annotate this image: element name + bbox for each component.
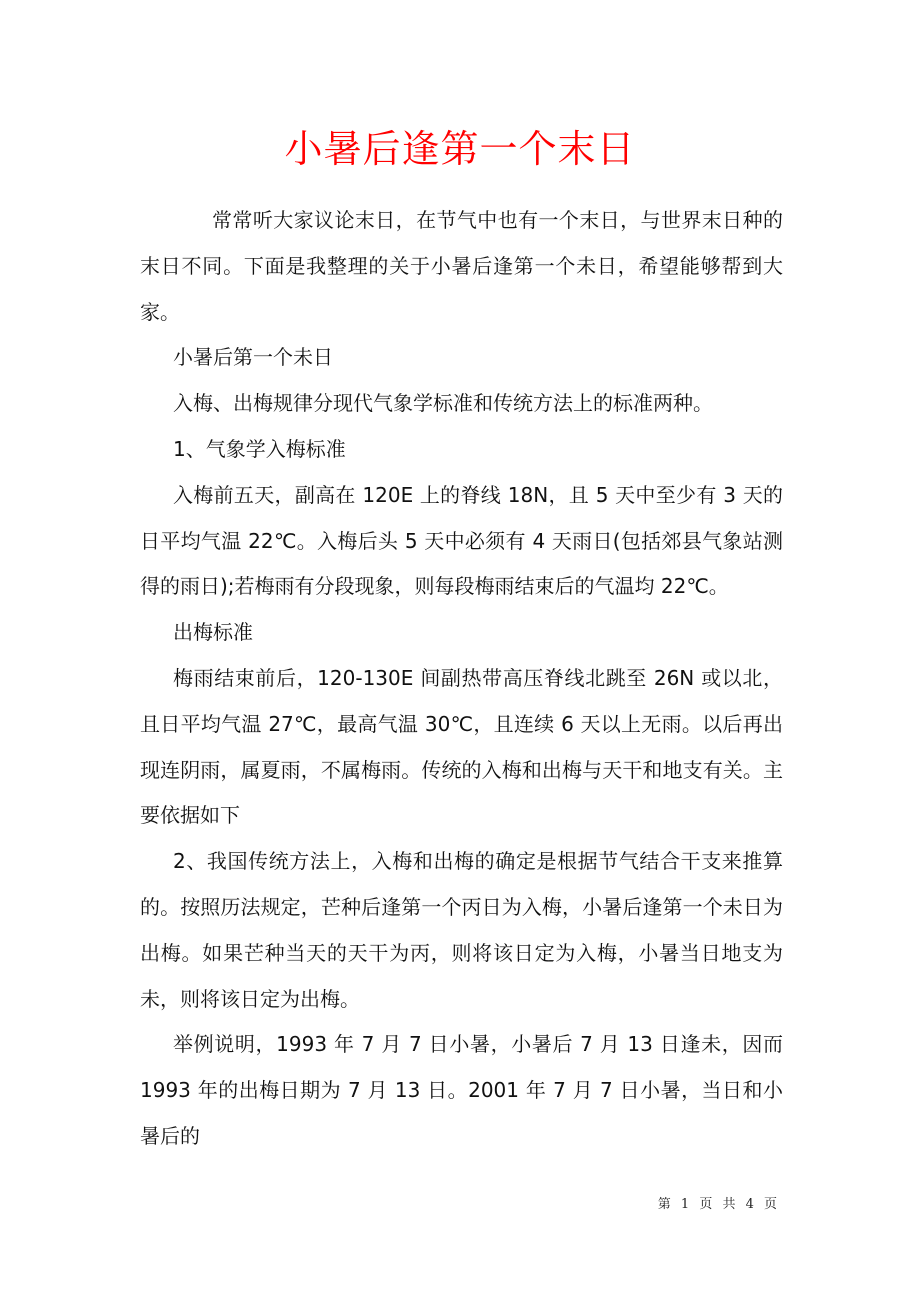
section-heading-first-wei-day: 小暑后第一个未日 (173, 345, 333, 370)
document-body (140, 198, 783, 1160)
traditional-method-paragraph: 2、我国传统方法上，入梅和出梅的确定是根据节气结合干支来推算的。按照历法规定，芒种后逢第一个丙日为入梅，小暑后逢第一个未日为出梅。如果芒种当天的天干为丙，则将该日定为入梅，小暑当日地支为未，则将该日定为出梅。 (140, 849, 783, 1011)
section-heading-meteorological-standard: 1、气象学入梅标准 (173, 436, 346, 461)
section-heading-meiyu-end-standard: 出梅标准 (173, 620, 253, 645)
page-number-footer: 第 1 页 共 4 页 (657, 1197, 780, 1212)
intro-paragraph: 常常听大家议论末日，在节气中也有一个末日，与世界末日种的末日不同。下面是我整理的关于小暑后逢第一个未日，希望能够帮到大家。 (140, 208, 783, 324)
meiyu-end-paragraph: 梅雨结束前后，120-130E 间副热带高压脊线北跳至 26N 或以北，且日平均气温 27℃，最高气温 30℃，且连续 6 天以上无雨。以后再出现连阴雨，属夏雨，不属梅雨。传统的入梅和出梅与天干和地支有关。主要依据如下 (140, 665, 783, 828)
standards-overview-paragraph: 入梅、出梅规律分现代气象学标准和传统方法上的标准两种。 (173, 391, 713, 416)
meiyu-onset-paragraph: 入梅前五天，副高在 120E 上的脊线 18N，且 5 天中至少有 3 天的日平均气温 22℃。入梅后头 5 天中必须有 4 天雨日(包括郊县气象站测得的雨日);若梅雨有分段现象，则每段梅雨结束后的气温均 22℃。 (140, 482, 783, 599)
document-title: 小暑后逢第一个末日 (284, 127, 636, 171)
example-paragraph: 举例说明，1993 年 7 月 7 日小暑，小暑后 7 月 13 日逢未，因而 1993 年的出梅日期为 7 月 13 日。2001 年 7 月 7 日小暑，当日和小暑后的 (140, 1032, 783, 1148)
